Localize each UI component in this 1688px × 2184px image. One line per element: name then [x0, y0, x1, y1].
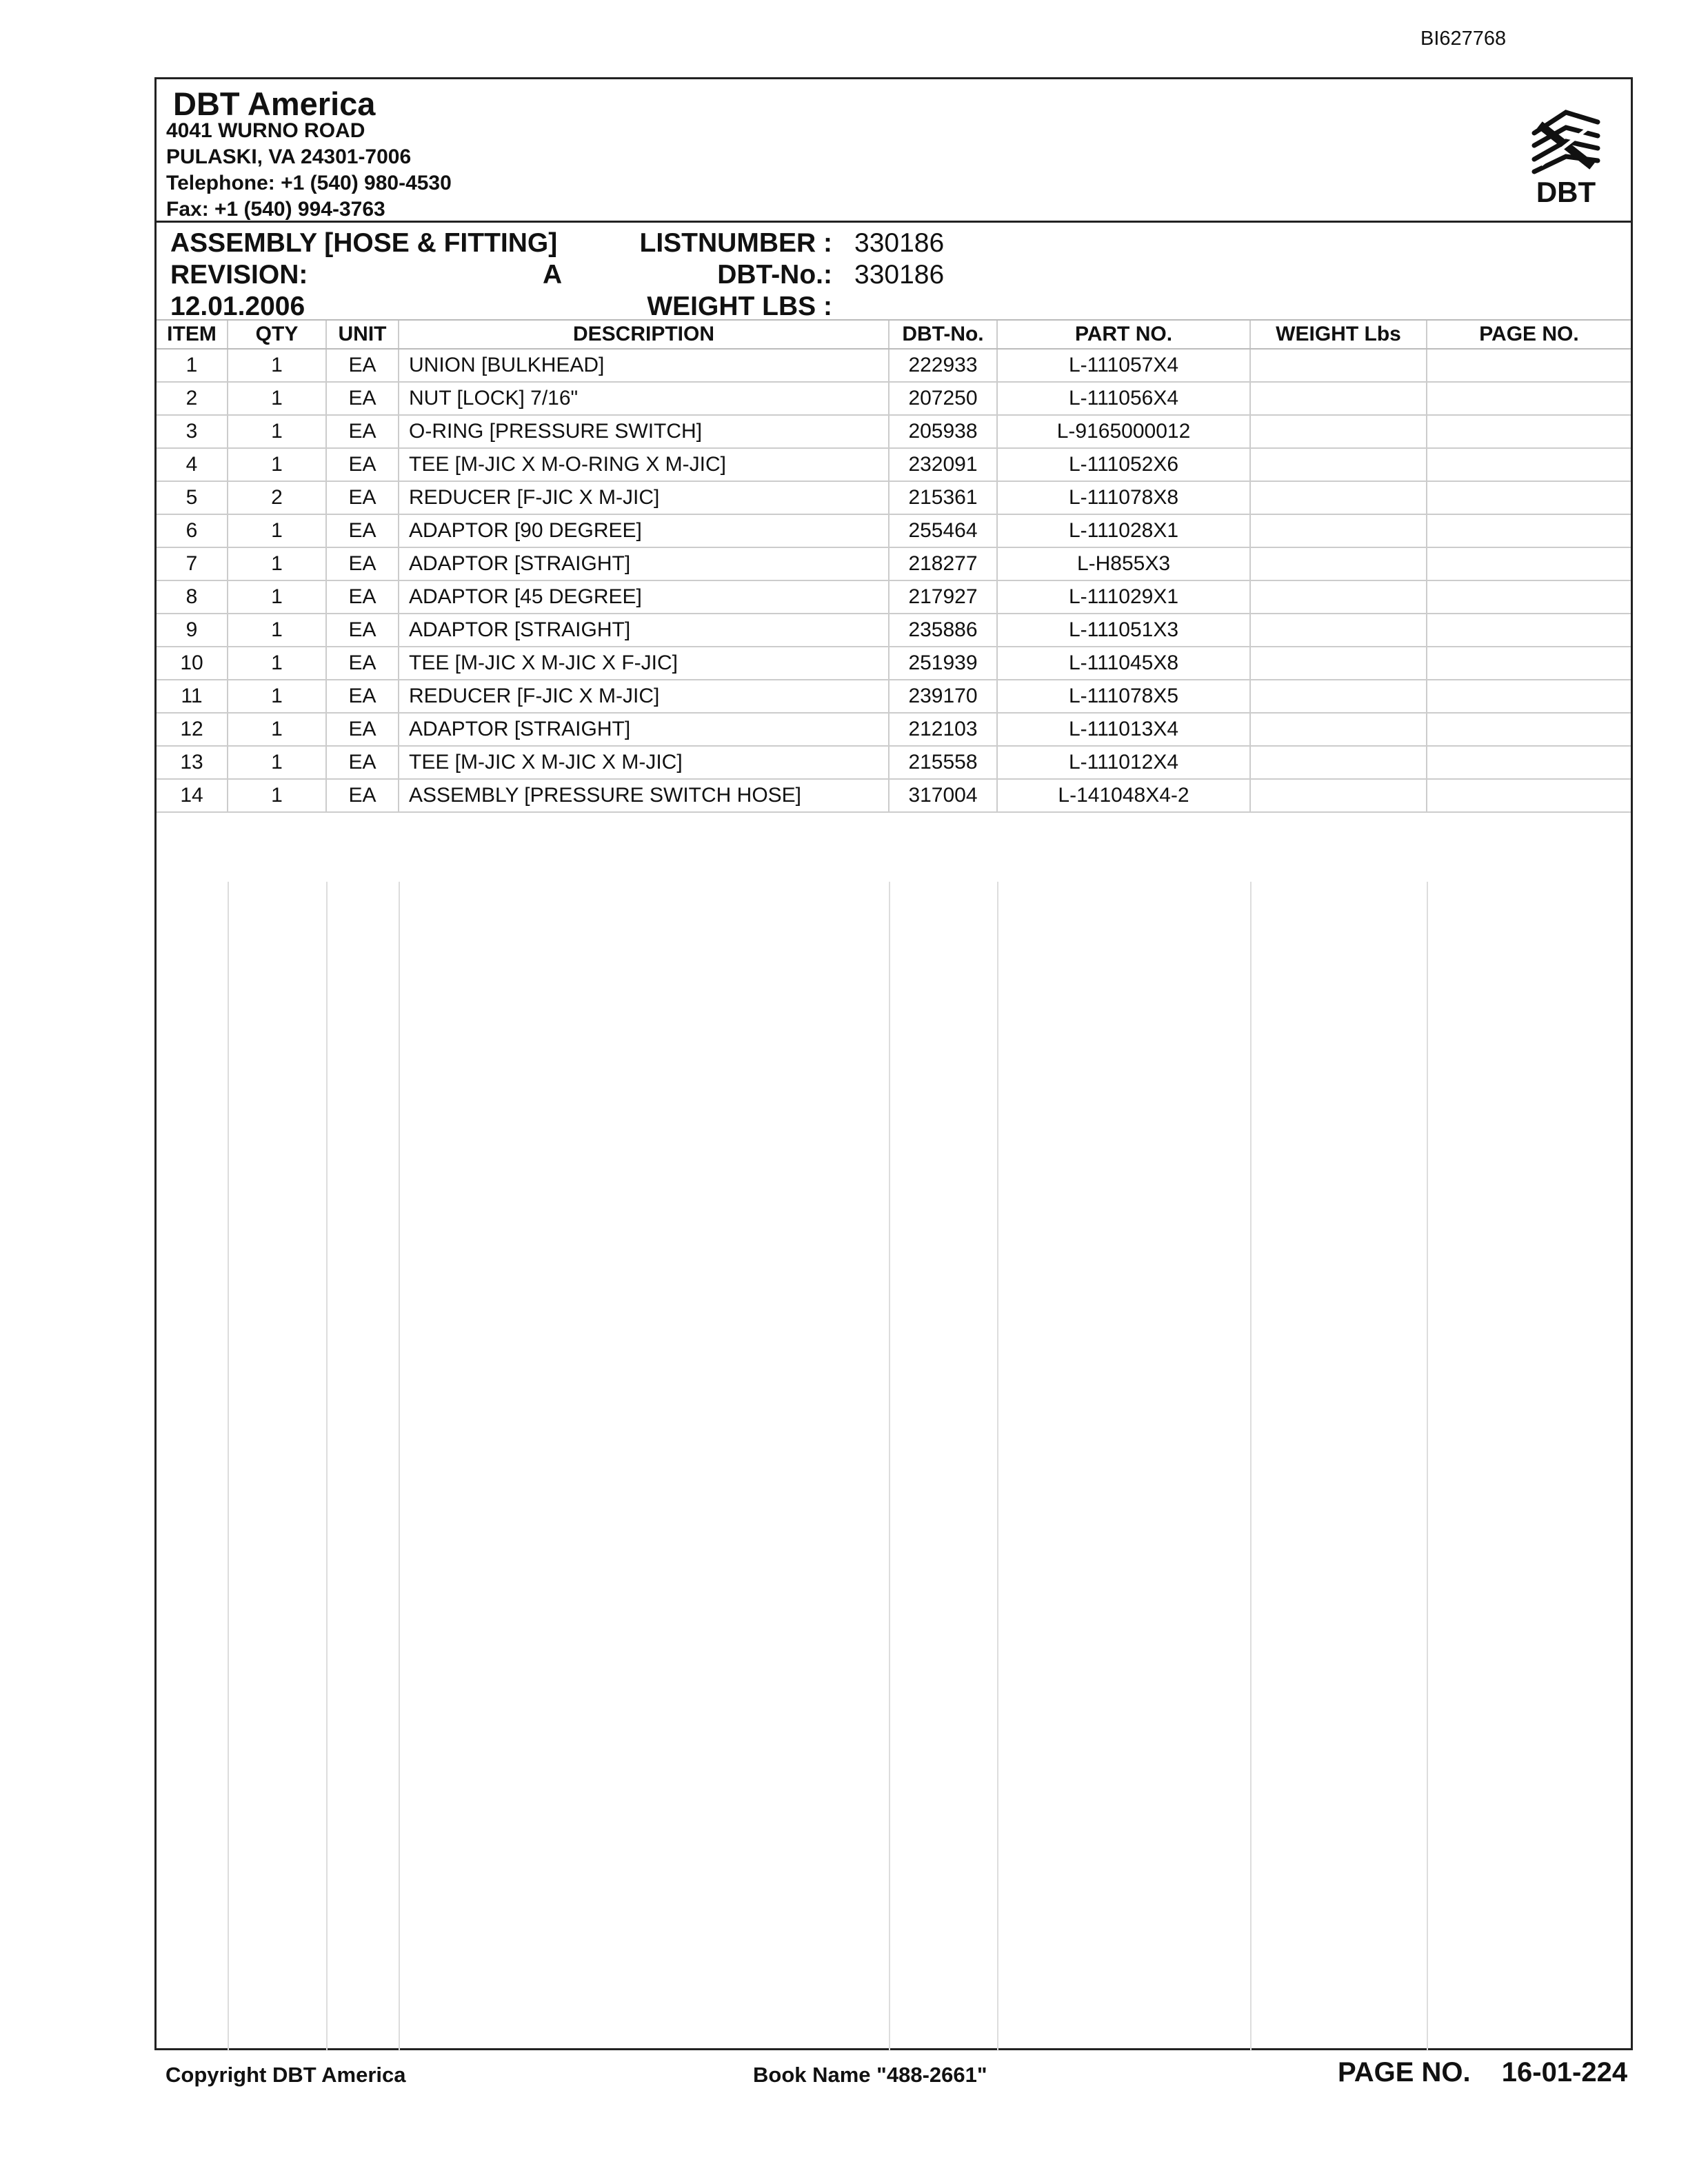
cell-item: 11 [157, 680, 228, 713]
table-row [157, 680, 1631, 713]
revision-value: A [543, 260, 563, 290]
fax: Fax: +1 (540) 994-3763 [166, 198, 385, 221]
cell-description: ADAPTOR [STRAIGHT] [399, 713, 889, 746]
cell-part-no: L-111013X4 [997, 713, 1250, 746]
table-row [157, 647, 1631, 680]
cell-part-no: L-111012X4 [997, 746, 1250, 779]
telephone: Telephone: +1 (540) 980-4530 [166, 172, 452, 194]
table-row [157, 514, 1631, 547]
cell-description: TEE [M-JIC X M-O-RING X M-JIC] [399, 448, 889, 481]
column-divider [889, 882, 890, 2051]
cell-item: 7 [157, 547, 228, 580]
address-line-1: 4041 WURNO ROAD [166, 119, 365, 142]
copyright: Copyright DBT America [165, 2063, 406, 2087]
cell-page-no [1427, 713, 1631, 746]
cell-qty: 1 [228, 680, 326, 713]
cell-part-no: L-111078X8 [997, 481, 1250, 514]
dbt-no-value: 330186 [854, 260, 945, 290]
header-qty: QTY [228, 320, 326, 349]
header-weight: WEIGHT Lbs [1250, 320, 1427, 349]
cell-item: 3 [157, 415, 228, 448]
dbt-logo-icon [1525, 97, 1607, 208]
cell-page-no [1427, 349, 1631, 382]
cell-unit: EA [326, 647, 399, 680]
cell-qty: 1 [228, 415, 326, 448]
cell-qty: 1 [228, 713, 326, 746]
cell-unit: EA [326, 580, 399, 614]
cell-page-no [1427, 647, 1631, 680]
cell-unit: EA [326, 746, 399, 779]
cell-qty: 1 [228, 779, 326, 812]
cell-unit: EA [326, 349, 399, 382]
cell-weight [1250, 647, 1427, 680]
header-page-no: PAGE NO. [1427, 320, 1631, 349]
cell-page-no [1427, 547, 1631, 580]
cell-description: ADAPTOR [STRAIGHT] [399, 614, 889, 647]
company-name: DBT America [173, 85, 376, 122]
cell-item: 14 [157, 779, 228, 812]
cell-weight [1250, 779, 1427, 812]
cell-item: 8 [157, 580, 228, 614]
cell-page-no [1427, 779, 1631, 812]
cell-description: TEE [M-JIC X M-JIC X F-JIC] [399, 647, 889, 680]
cell-unit: EA [326, 547, 399, 580]
listnumber-value: 330186 [854, 228, 945, 258]
cell-unit: EA [326, 448, 399, 481]
cell-item: 13 [157, 746, 228, 779]
table-row [157, 713, 1631, 746]
cell-weight [1250, 415, 1427, 448]
parts-list-frame [154, 77, 1633, 2050]
cell-qty: 2 [228, 481, 326, 514]
column-divider [228, 882, 229, 2051]
cell-dbt-no: 207250 [889, 382, 997, 415]
cell-weight [1250, 580, 1427, 614]
cell-dbt-no: 218277 [889, 547, 997, 580]
cell-part-no: L-111045X8 [997, 647, 1250, 680]
cell-qty: 1 [228, 547, 326, 580]
cell-item: 10 [157, 647, 228, 680]
header-description: DESCRIPTION [399, 320, 889, 349]
page-number-label: PAGE NO. [1338, 2057, 1471, 2087]
cell-description: TEE [M-JIC X M-JIC X M-JIC] [399, 746, 889, 779]
cell-description: NUT [LOCK] 7/16" [399, 382, 889, 415]
cell-part-no: L-111028X1 [997, 514, 1250, 547]
page-number-value: 16-01-224 [1501, 2057, 1628, 2087]
cell-unit: EA [326, 680, 399, 713]
cell-page-no [1427, 580, 1631, 614]
cell-weight [1250, 481, 1427, 514]
cell-part-no: L-H855X3 [997, 547, 1250, 580]
table-row [157, 481, 1631, 514]
cell-item: 6 [157, 514, 228, 547]
cell-dbt-no: 212103 [889, 713, 997, 746]
cell-dbt-no: 222933 [889, 349, 997, 382]
cell-unit: EA [326, 382, 399, 415]
logo-text: DBT [1536, 176, 1596, 208]
cell-description: REDUCER [F-JIC X M-JIC] [399, 481, 889, 514]
cell-page-no [1427, 514, 1631, 547]
cell-description: REDUCER [F-JIC X M-JIC] [399, 680, 889, 713]
column-divider [997, 882, 998, 2051]
cell-dbt-no: 255464 [889, 514, 997, 547]
cell-weight [1250, 382, 1427, 415]
cell-item: 2 [157, 382, 228, 415]
cell-dbt-no: 215558 [889, 746, 997, 779]
cell-qty: 1 [228, 382, 326, 415]
cell-description: ADAPTOR [STRAIGHT] [399, 547, 889, 580]
cell-weight [1250, 680, 1427, 713]
header-unit: UNIT [326, 320, 399, 349]
cell-weight [1250, 547, 1427, 580]
weight-label: WEIGHT LBS : [647, 292, 832, 321]
cell-dbt-no: 317004 [889, 779, 997, 812]
table-row [157, 614, 1631, 647]
table-header-row [157, 320, 1631, 349]
cell-page-no [1427, 481, 1631, 514]
assembly-title: ASSEMBLY [HOSE & FITTING] [170, 228, 558, 258]
cell-weight [1250, 514, 1427, 547]
cell-item: 12 [157, 713, 228, 746]
header-dbt-no: DBT-No. [889, 320, 997, 349]
cell-qty: 1 [228, 614, 326, 647]
header-item: ITEM [157, 320, 228, 349]
cell-description: O-RING [PRESSURE SWITCH] [399, 415, 889, 448]
column-divider [399, 882, 400, 2051]
parts-table [157, 319, 1631, 813]
cell-unit: EA [326, 713, 399, 746]
cell-dbt-no: 217927 [889, 580, 997, 614]
cell-weight [1250, 713, 1427, 746]
cell-part-no: L-111029X1 [997, 580, 1250, 614]
cell-weight [1250, 746, 1427, 779]
cell-unit: EA [326, 415, 399, 448]
cell-weight [1250, 448, 1427, 481]
cell-qty: 1 [228, 580, 326, 614]
header-part-no: PART NO. [997, 320, 1250, 349]
cell-dbt-no: 251939 [889, 647, 997, 680]
cell-weight [1250, 349, 1427, 382]
company-header [157, 79, 1631, 223]
cell-part-no: L-111056X4 [997, 382, 1250, 415]
table-row [157, 580, 1631, 614]
cell-qty: 1 [228, 448, 326, 481]
cell-weight [1250, 614, 1427, 647]
cell-unit: EA [326, 481, 399, 514]
cell-part-no: L-111052X6 [997, 448, 1250, 481]
cell-unit: EA [326, 614, 399, 647]
cell-dbt-no: 235886 [889, 614, 997, 647]
cell-page-no [1427, 746, 1631, 779]
table-row [157, 547, 1631, 580]
cell-description: ASSEMBLY [PRESSURE SWITCH HOSE] [399, 779, 889, 812]
table-row [157, 382, 1631, 415]
column-divider [1427, 882, 1428, 2051]
table-row [157, 349, 1631, 382]
cell-description: ADAPTOR [45 DEGREE] [399, 580, 889, 614]
cell-item: 9 [157, 614, 228, 647]
cell-qty: 1 [228, 746, 326, 779]
cell-item: 4 [157, 448, 228, 481]
page-number [1338, 2057, 1627, 2088]
cell-part-no: L-9165000012 [997, 415, 1250, 448]
parts-table-body [157, 349, 1631, 812]
cell-qty: 1 [228, 647, 326, 680]
column-divider [1250, 882, 1252, 2051]
document-id: BI627768 [1420, 28, 1507, 50]
cell-description: ADAPTOR [90 DEGREE] [399, 514, 889, 547]
cell-description: UNION [BULKHEAD] [399, 349, 889, 382]
cell-item: 5 [157, 481, 228, 514]
cell-dbt-no: 205938 [889, 415, 997, 448]
cell-page-no [1427, 680, 1631, 713]
cell-part-no: L-111051X3 [997, 614, 1250, 647]
cell-part-no: L-111078X5 [997, 680, 1250, 713]
book-name: Book Name "488-2661" [753, 2063, 987, 2087]
cell-page-no [1427, 448, 1631, 481]
cell-dbt-no: 239170 [889, 680, 997, 713]
table-row [157, 779, 1631, 812]
column-guides [157, 882, 1631, 2051]
assembly-info [157, 223, 1631, 319]
table-row [157, 448, 1631, 481]
cell-item: 1 [157, 349, 228, 382]
cell-qty: 1 [228, 349, 326, 382]
cell-dbt-no: 232091 [889, 448, 997, 481]
listnumber-label: LISTNUMBER : [639, 228, 832, 258]
assembly-date: 12.01.2006 [170, 292, 305, 321]
cell-unit: EA [326, 779, 399, 812]
column-divider [326, 882, 328, 2051]
cell-qty: 1 [228, 514, 326, 547]
dbt-no-label: DBT-No.: [717, 260, 832, 290]
table-row [157, 746, 1631, 779]
cell-page-no [1427, 382, 1631, 415]
cell-part-no: L-141048X4-2 [997, 779, 1250, 812]
cell-page-no [1427, 415, 1631, 448]
cell-part-no: L-111057X4 [997, 349, 1250, 382]
address-line-2: PULASKI, VA 24301-7006 [166, 145, 412, 168]
cell-page-no [1427, 614, 1631, 647]
cell-unit: EA [326, 514, 399, 547]
cell-dbt-no: 215361 [889, 481, 997, 514]
table-row [157, 415, 1631, 448]
revision-label: REVISION: [170, 260, 308, 290]
